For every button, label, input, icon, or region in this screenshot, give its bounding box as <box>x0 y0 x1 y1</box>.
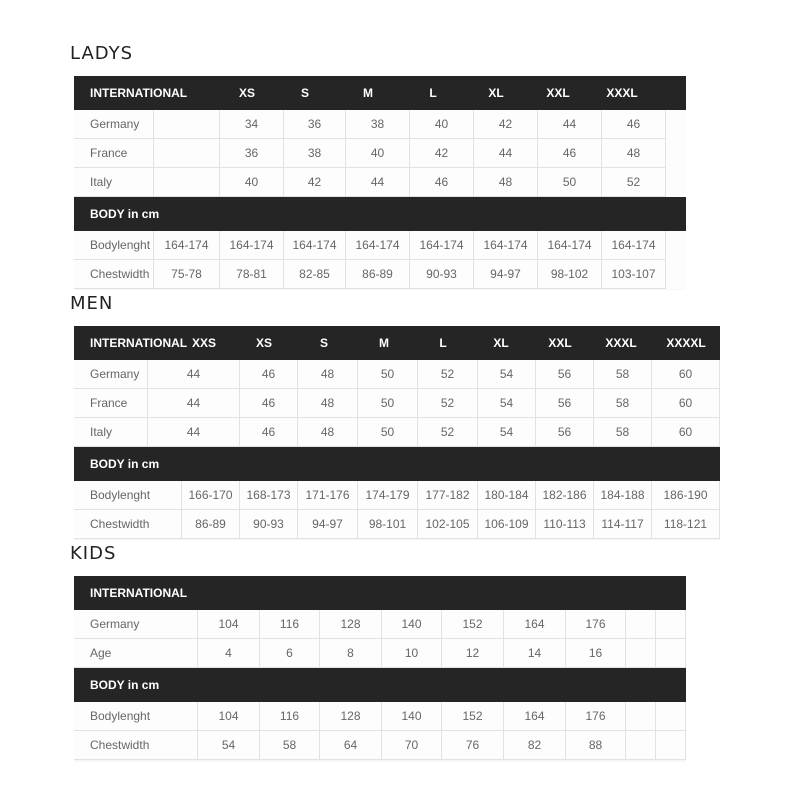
value-cell: 106-109 <box>478 510 536 539</box>
value-cell: 46 <box>240 389 298 418</box>
empty-cell <box>656 731 686 760</box>
value-cell: 58 <box>594 389 652 418</box>
value-cell: 44 <box>474 139 538 168</box>
header-size: XS <box>255 336 272 350</box>
value-cell: 52 <box>418 418 478 447</box>
value-cell: 86-89 <box>182 510 240 539</box>
value-cell: 176 <box>566 702 626 731</box>
value-cell: 14 <box>504 639 566 668</box>
value-cell: 103-107 <box>602 260 666 289</box>
value-cell: 38 <box>346 110 410 139</box>
empty-cell <box>656 610 686 639</box>
value-cell: 102-105 <box>418 510 478 539</box>
value-cell: 48 <box>298 389 358 418</box>
value-cell: 82-85 <box>284 260 346 289</box>
value-cell: 104 <box>198 702 260 731</box>
value-cell: 60 <box>652 389 720 418</box>
value-cell: 16 <box>566 639 626 668</box>
value-cell: 75-78 <box>154 260 220 289</box>
value-cell: 164-174 <box>410 231 474 260</box>
row-label: France <box>74 139 154 168</box>
header-size: M <box>379 336 389 350</box>
header-size: S <box>300 86 309 100</box>
value-cell: 152 <box>442 702 504 731</box>
value-cell: 184-188 <box>594 481 652 510</box>
row-label: Germany <box>74 110 154 139</box>
table-row <box>74 639 686 668</box>
value-cell: 152 <box>442 610 504 639</box>
kids-size-table <box>74 576 686 762</box>
header-size: XXXL <box>606 86 638 100</box>
table-row <box>74 231 686 260</box>
row-label: Age <box>74 639 198 668</box>
row-label: France <box>74 389 148 418</box>
value-cell: 44 <box>148 418 240 447</box>
empty-cell <box>154 139 220 168</box>
value-cell: 94-97 <box>298 510 358 539</box>
value-cell: 44 <box>538 110 602 139</box>
table-header-row <box>74 576 686 610</box>
value-cell: 90-93 <box>240 510 298 539</box>
value-cell: 140 <box>382 702 442 731</box>
table-row <box>74 481 720 510</box>
value-cell: 86-89 <box>346 260 410 289</box>
value-cell: 128 <box>320 610 382 639</box>
empty-cell <box>154 168 220 197</box>
value-cell: 42 <box>474 110 538 139</box>
value-cell: 180-184 <box>478 481 536 510</box>
value-cell: 44 <box>148 360 240 389</box>
value-cell: 164-174 <box>538 231 602 260</box>
value-cell: 174-179 <box>358 481 418 510</box>
header-international: INTERNATIONAL <box>90 86 188 100</box>
men-title: MEN <box>70 293 114 314</box>
value-cell: 48 <box>298 360 358 389</box>
value-cell: 171-176 <box>298 481 358 510</box>
value-cell: 56 <box>536 418 594 447</box>
header-size: XS <box>238 86 255 100</box>
value-cell: 12 <box>442 639 504 668</box>
value-cell: 34 <box>220 110 284 139</box>
value-cell: 40 <box>220 168 284 197</box>
value-cell: 168-173 <box>240 481 298 510</box>
table-row <box>74 731 686 760</box>
table-row <box>74 418 720 447</box>
table-row <box>74 389 720 418</box>
value-cell: 52 <box>418 389 478 418</box>
row-label: Bodylenght <box>74 702 198 731</box>
table-row <box>74 360 720 389</box>
header-size: XXL <box>546 86 570 100</box>
value-cell: 90-93 <box>410 260 474 289</box>
body-section-title: BODY in cm <box>90 207 160 221</box>
value-cell: 176 <box>566 610 626 639</box>
header-size: XXXL <box>605 336 637 350</box>
header-size: XXS <box>191 336 216 350</box>
value-cell: 52 <box>602 168 666 197</box>
table-header-row <box>74 326 720 360</box>
empty-cell <box>626 610 656 639</box>
value-cell: 60 <box>652 360 720 389</box>
empty-cell <box>656 639 686 668</box>
value-cell: 70 <box>382 731 442 760</box>
body-section-header <box>74 668 686 702</box>
value-cell: 54 <box>478 418 536 447</box>
value-cell: 118-121 <box>652 510 720 539</box>
value-cell: 54 <box>198 731 260 760</box>
value-cell: 56 <box>536 360 594 389</box>
value-cell: 56 <box>536 389 594 418</box>
row-label: Italy <box>74 418 148 447</box>
header-size: M <box>363 86 373 100</box>
value-cell: 50 <box>358 418 418 447</box>
value-cell: 50 <box>358 389 418 418</box>
body-section-header <box>74 447 720 481</box>
value-cell: 46 <box>538 139 602 168</box>
value-cell: 48 <box>602 139 666 168</box>
value-cell: 36 <box>220 139 284 168</box>
value-cell: 58 <box>594 418 652 447</box>
value-cell: 42 <box>284 168 346 197</box>
empty-cell <box>626 702 656 731</box>
value-cell: 50 <box>358 360 418 389</box>
body-section-header <box>74 197 686 231</box>
value-cell: 82 <box>504 731 566 760</box>
men-size-table <box>74 326 720 540</box>
value-cell: 36 <box>284 110 346 139</box>
value-cell: 116 <box>260 702 320 731</box>
row-label: Bodylenght <box>74 231 154 260</box>
empty-cell <box>626 639 656 668</box>
table-row <box>74 702 686 731</box>
row-label: Germany <box>74 360 148 389</box>
value-cell: 164-174 <box>602 231 666 260</box>
header-size: S <box>319 336 328 350</box>
header-size: L <box>429 86 437 100</box>
row-label: Italy <box>74 168 154 197</box>
value-cell: 76 <box>442 731 504 760</box>
row-label: Germany <box>74 610 198 639</box>
value-cell: 164-174 <box>220 231 284 260</box>
value-cell: 6 <box>260 639 320 668</box>
row-label: Chestwidth <box>74 731 198 760</box>
empty-cell <box>154 110 220 139</box>
table-row <box>74 110 686 139</box>
table-row <box>74 610 686 639</box>
row-label: Bodylenght <box>74 481 182 510</box>
empty-cell <box>626 731 656 760</box>
value-cell: 46 <box>410 168 474 197</box>
value-cell: 114-117 <box>594 510 652 539</box>
value-cell: 8 <box>320 639 382 668</box>
header-international: INTERNATIONAL <box>90 586 188 600</box>
value-cell: 98-101 <box>358 510 418 539</box>
empty-cell <box>656 702 686 731</box>
value-cell: 52 <box>418 360 478 389</box>
body-section-title: BODY in cm <box>90 457 160 471</box>
header-international: INTERNATIONAL <box>90 336 188 350</box>
row-label: Chestwidth <box>74 260 154 289</box>
value-cell: 116 <box>260 610 320 639</box>
value-cell: 46 <box>240 418 298 447</box>
value-cell: 48 <box>474 168 538 197</box>
value-cell: 110-113 <box>536 510 594 539</box>
table-row <box>74 510 720 539</box>
value-cell: 54 <box>478 360 536 389</box>
value-cell: 164-174 <box>346 231 410 260</box>
table-row <box>74 260 686 289</box>
value-cell: 4 <box>198 639 260 668</box>
value-cell: 164 <box>504 702 566 731</box>
body-section-title: BODY in cm <box>90 678 160 692</box>
value-cell: 182-186 <box>536 481 594 510</box>
value-cell: 50 <box>538 168 602 197</box>
value-cell: 38 <box>284 139 346 168</box>
value-cell: 46 <box>240 360 298 389</box>
value-cell: 164 <box>504 610 566 639</box>
value-cell: 40 <box>346 139 410 168</box>
table-row <box>74 139 686 168</box>
header-size: L <box>439 336 447 350</box>
table-row <box>74 168 686 197</box>
header-size: XXL <box>548 336 572 350</box>
value-cell: 164-174 <box>284 231 346 260</box>
value-cell: 54 <box>478 389 536 418</box>
value-cell: 58 <box>260 731 320 760</box>
value-cell: 98-102 <box>538 260 602 289</box>
value-cell: 186-190 <box>652 481 720 510</box>
value-cell: 88 <box>566 731 626 760</box>
header-size: XL <box>488 86 504 100</box>
value-cell: 164-174 <box>474 231 538 260</box>
value-cell: 104 <box>198 610 260 639</box>
ladys-size-table <box>74 76 686 290</box>
value-cell: 46 <box>602 110 666 139</box>
value-cell: 94-97 <box>474 260 538 289</box>
value-cell: 60 <box>652 418 720 447</box>
value-cell: 164-174 <box>154 231 220 260</box>
value-cell: 128 <box>320 702 382 731</box>
header-size: XXXXL <box>666 336 706 350</box>
value-cell: 40 <box>410 110 474 139</box>
value-cell: 166-170 <box>182 481 240 510</box>
value-cell: 44 <box>148 389 240 418</box>
value-cell: 64 <box>320 731 382 760</box>
row-label: Chestwidth <box>74 510 182 539</box>
value-cell: 48 <box>298 418 358 447</box>
value-cell: 140 <box>382 610 442 639</box>
value-cell: 58 <box>594 360 652 389</box>
header-size: XL <box>493 336 509 350</box>
value-cell: 44 <box>346 168 410 197</box>
value-cell: 10 <box>382 639 442 668</box>
table-header-row <box>74 76 686 110</box>
value-cell: 177-182 <box>418 481 478 510</box>
kids-title: KIDS <box>70 543 117 564</box>
value-cell: 42 <box>410 139 474 168</box>
ladys-title: LADYS <box>70 43 134 64</box>
value-cell: 78-81 <box>220 260 284 289</box>
